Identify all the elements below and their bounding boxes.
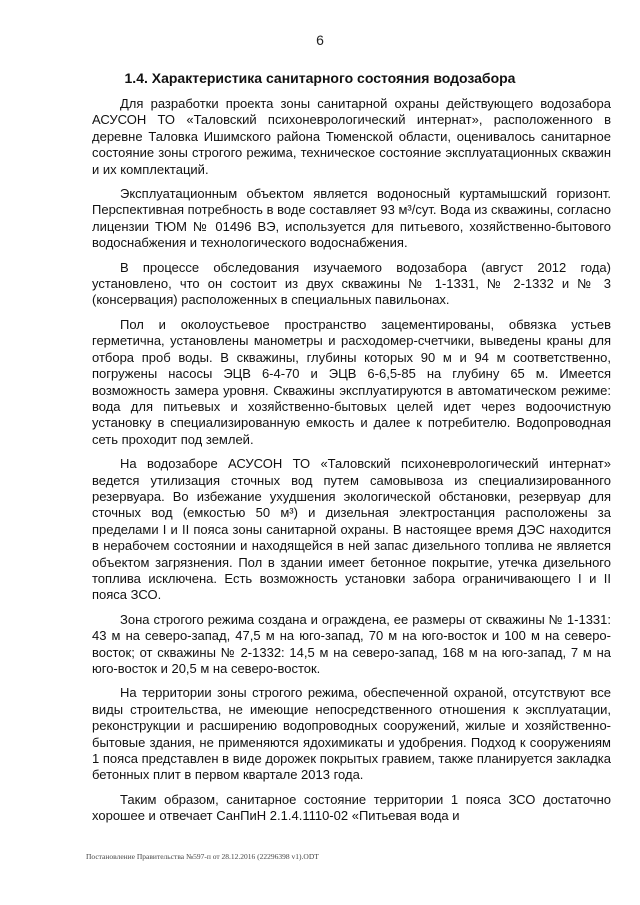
paragraph: Эксплуатационным объектом является водоносный куртамышский горизонт. Перспективная потребность в воде составляет 93 м³/сут. Вода из скважины, согласно лицензии ТЮМ № 01496 ВЭ, используется для питьевого, хозяйственно-бытового водоснабжения и технологического водоснабжения. bbox=[92, 186, 611, 251]
paragraph: На территории зоны строгого режима, обеспеченной охраной, отсутствуют все виды строительства, не имеющие непосредственного отношения к эксплуатации, реконструкции и расширению водопроводных сооружений, жилые и хозяйственно-бытовые здания, не применяются ядохимикаты и удобрения. Подход к сооружениям 1 пояса представлен в виде дорожек покрытых гравием, также планируется закладка бетонных плит в первом квартале 2013 года. bbox=[92, 685, 611, 783]
paragraph: В процессе обследования изучаемого водозабора (август 2012 года) установлено, что он состоит из двух скважины № 1-1331, № 2-1332 и № 3 (консервация) расположенных в специальных павильонах. bbox=[92, 259, 611, 308]
paragraph: Зона строгого режима создана и ограждена, ее размеры от скважины № 1-1331: 43 м на северо-запад, 47,5 м на юго-запад, 70 м на юго-восток и 100 м на северо-восток; от скважины № 2-1332: 14,5 м на северо-запад, 168 м на юго-запад, 7 м на юго-восток и 20,5 м на северо-восток. bbox=[92, 611, 611, 676]
page-number: 6 bbox=[316, 32, 324, 48]
document-body bbox=[92, 96, 611, 833]
paragraph: Таким образом, санитарное состояние территории 1 пояса ЗСО достаточно хорошее и отвечает СанПиН 2.1.4.1110-02 «Питьевая вода и bbox=[92, 791, 611, 824]
section-heading: 1.4. Характеристика санитарного состояния водозабора bbox=[124, 70, 516, 86]
page-footer: Постановление Правительства №597-п от 28.12.2016 (22296398 v1).ODT bbox=[86, 852, 319, 861]
paragraph: Пол и околоустьевое пространство зацементированы, обвязка устьев герметична, установлены манометры и расходомер-счетчики, выведены краны для отбора проб воды. В скважины, глубины которых 90 м и 94 м соответственно, погружены насосы ЭЦВ 6-4-70 и ЭЦВ 6-6,5-85 на глубину 65 м. Имеется возможность замера уровня. Скважины эксплуатируются в автоматическом режиме: вода для питьевых и хозяйственно-бытовых целей идет через водоочистную установку в специализированную емкость и далее к потребителю. Водопроводная сеть проходит под землей. bbox=[92, 316, 611, 447]
paragraph: Для разработки проекта зоны санитарной охраны действующего водозабора АСУСОН ТО «Таловский психоневрологический интернат», расположенного в деревне Таловка Ишимского района Тюменской области, оценивалось санитарное состояние зоны строгого режима, техническое состояние эксплуатационных скважин и их комплектаций. bbox=[92, 96, 611, 177]
paragraph: На водозаборе АСУСОН ТО «Таловский психоневрологический интернат» ведется утилизация сточных вод путем самовывоза из специализированного резервуара. Во избежание ухудшения экологической обстановки, резервуар для сточных вод (емкостью 50 м³) и дизельная электростанция расположены за пределами I и II пояса зоны санитарной охраны. В настоящее время ДЭС находится в нерабочем состоянии и находящейся в ней запас дизельного топлива не является объектом загрязнения. Пол в здании имеет бетонное покрытие, утечка дизельного топлива исключена. Есть возможность установки забора ограничивающего I и II пояса ЗСО. bbox=[92, 456, 611, 603]
